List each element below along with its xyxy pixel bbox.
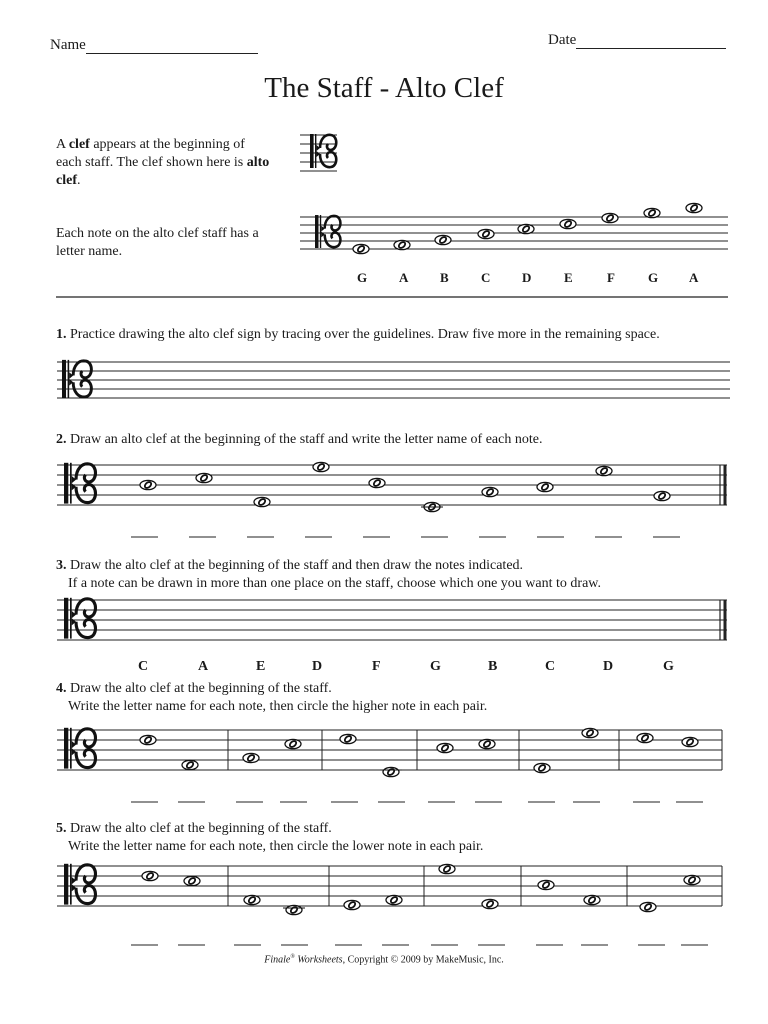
footer-brand-rest: Worksheets	[294, 954, 343, 966]
exercise-text: Draw an alto clef at the beginning of the staff and write the letter name of each note.	[70, 432, 543, 447]
intro-notes-text: Each note on the alto clef staff has a letter name.	[56, 226, 259, 259]
whole-note	[196, 473, 212, 482]
whole-note	[394, 240, 410, 249]
whole-note	[244, 895, 260, 904]
exercise-2-notes	[140, 462, 670, 511]
note-name-label: C	[481, 270, 491, 285]
whole-note	[560, 219, 576, 228]
exercise-number: 5.	[56, 821, 67, 836]
whole-note	[518, 224, 534, 233]
whole-note	[640, 902, 656, 911]
exercise-text-2: Write the letter name for each note, then circle the higher note in each pair.	[68, 699, 488, 714]
date-line[interactable]	[576, 34, 726, 49]
intro-text-b: appears at the beginning of each staff. The clef shown here is	[56, 137, 247, 170]
whole-note	[682, 737, 698, 746]
note-name-label: E	[564, 270, 573, 285]
name-label: Name	[50, 37, 86, 53]
intro-bold-clef: clef	[68, 137, 90, 152]
note-name-label: D	[522, 270, 532, 285]
alto-clef-icon	[64, 864, 96, 905]
exercise-4-staff	[57, 730, 722, 770]
whole-note	[142, 871, 158, 880]
whole-note	[435, 235, 451, 244]
date-label: Date	[548, 32, 577, 48]
alto-clef-icon	[64, 598, 96, 639]
ex3-letter: C	[545, 659, 556, 674]
whole-note	[285, 739, 301, 748]
note-name-label: A	[399, 270, 409, 285]
whole-note	[534, 763, 550, 772]
intro-clef-staff	[300, 135, 337, 171]
copyright-footer	[0, 954, 768, 965]
whole-note	[286, 905, 302, 914]
whole-note	[254, 497, 270, 506]
whole-note	[479, 739, 495, 748]
whole-note	[353, 244, 369, 253]
intro-clef-text	[56, 136, 271, 190]
ex3-letter: F	[372, 659, 381, 674]
exercise-2-staff	[57, 465, 727, 505]
alto-clef-icon	[64, 728, 96, 769]
note-name-label: F	[607, 270, 615, 285]
exercise-text: Practice drawing the alto clef sign by tracing over the guidelines. Draw five more in the remaining space.	[70, 327, 660, 342]
exercise-number: 1.	[56, 327, 67, 342]
alto-clef-trace-icon	[62, 360, 91, 398]
whole-note	[584, 895, 600, 904]
whole-note	[313, 462, 329, 471]
note-name-label: G	[357, 270, 368, 285]
whole-note	[596, 466, 612, 475]
exercise-text: Draw the alto clef at the beginning of the staff.	[70, 681, 332, 696]
whole-note	[424, 502, 440, 511]
whole-note	[686, 203, 702, 212]
exercise-5-notes	[142, 864, 700, 914]
alto-clef-icon	[64, 463, 96, 504]
footer-copyright: , Copyright © 2009 by MakeMusic, Inc.	[342, 954, 504, 966]
whole-note	[140, 480, 156, 489]
exercise-2-instruction	[56, 431, 542, 449]
exercise-5-staff	[57, 866, 722, 906]
whole-note	[340, 734, 356, 743]
whole-note	[637, 733, 653, 742]
exercise-text-2: If a note can be drawn in more than one place on the staff, choose which one you want to draw.	[68, 576, 601, 591]
whole-note	[437, 743, 453, 752]
exercise-3-instruction	[56, 557, 601, 593]
whole-note	[478, 229, 494, 238]
whole-note	[482, 899, 498, 908]
exercise-1-instruction	[56, 326, 660, 344]
page-title: The Staff - Alto Clef	[264, 72, 504, 104]
whole-note	[537, 482, 553, 491]
ex3-letter: C	[138, 659, 149, 674]
ex3-letter: G	[430, 659, 441, 674]
whole-note	[644, 208, 660, 217]
date-field	[548, 32, 726, 49]
intro-text-c: .	[76, 173, 81, 188]
footer-brand: Finale	[264, 954, 291, 966]
whole-note	[383, 767, 399, 776]
whole-note	[684, 875, 700, 884]
intro-notes	[353, 203, 702, 253]
exercise-text: Draw the alto clef at the beginning of the staff.	[70, 821, 332, 836]
exercise-number: 3.	[56, 558, 67, 573]
whole-note	[140, 735, 156, 744]
alto-clef-icon	[310, 134, 336, 168]
whole-note	[482, 487, 498, 496]
ex3-letter: B	[488, 659, 498, 674]
whole-note	[538, 880, 554, 889]
exercise-text-2: Write the letter name for each note, then circle the lower note in each pair.	[68, 839, 484, 854]
whole-note	[243, 753, 259, 762]
exercise-3-staff	[57, 600, 727, 640]
note-name-label: A	[689, 270, 699, 285]
exercise-5-instruction	[56, 820, 483, 856]
exercise-4-notes	[140, 728, 698, 776]
whole-note	[439, 864, 455, 873]
whole-note	[602, 213, 618, 222]
intro-text-a: A	[56, 137, 69, 152]
exercise-number: 4.	[56, 681, 67, 696]
ex3-letter: A	[198, 659, 209, 674]
whole-note	[369, 478, 385, 487]
alto-clef-icon	[315, 215, 340, 248]
exercise-1-staff	[57, 362, 730, 398]
whole-note	[182, 760, 198, 769]
footer-brand-mark: ®	[290, 954, 295, 960]
exercise-number: 2.	[56, 432, 67, 447]
ex3-letter: D	[312, 659, 323, 674]
exercise-text: Draw the alto clef at the beginning of the staff and then draw the notes indicated.	[70, 558, 524, 573]
intro-note-staff	[300, 217, 728, 249]
whole-note	[654, 491, 670, 500]
note-name-label: G	[648, 270, 659, 285]
ex3-letter: D	[603, 659, 614, 674]
ex3-letter: G	[663, 659, 674, 674]
whole-note	[184, 876, 200, 885]
note-name-label: B	[440, 270, 449, 285]
whole-note	[582, 728, 598, 737]
exercise-4-instruction	[56, 680, 487, 716]
ex3-letter: E	[256, 659, 266, 674]
whole-note	[344, 900, 360, 909]
name-field	[50, 37, 258, 54]
whole-note	[386, 895, 402, 904]
intro-bold-alto: alto clef	[56, 155, 270, 188]
name-line[interactable]	[86, 39, 258, 54]
